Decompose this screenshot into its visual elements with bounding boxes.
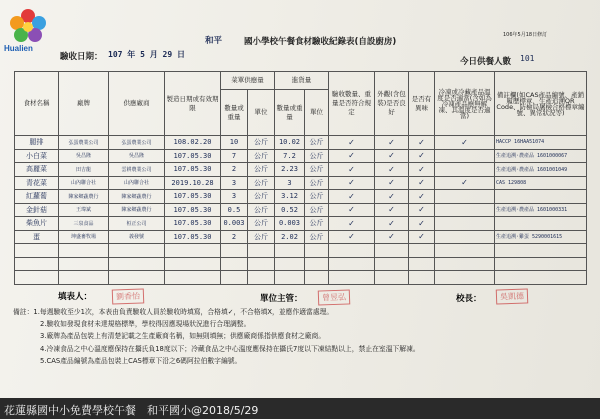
filler-label: 填表人： <box>58 292 93 302</box>
cell-pq: 3 <box>221 190 248 204</box>
empty-cell <box>275 257 305 271</box>
empty-cell <box>248 271 275 285</box>
empty-cell <box>375 244 409 258</box>
empty-cell <box>15 257 59 271</box>
cell-supplier: 山內聯合社 <box>109 176 165 190</box>
cell-iu: 公斤 <box>305 190 329 204</box>
header-appearance: 外觀(含包裝)是否良好 <box>375 72 409 136</box>
cell-brand: 陳家鄉蔬農行 <box>59 190 109 204</box>
cell-pq: 0.5 <box>221 203 248 217</box>
note-line: 2.驗收如發現食材未達規格標準，學校得因應現場狀況進行合理調整。 <box>40 320 251 329</box>
cell-note: 生產追溯·農產品 1601001049 <box>495 163 587 177</box>
cell-note <box>495 190 587 204</box>
empty-cell <box>59 257 109 271</box>
cell-c3: ✓ <box>409 136 435 150</box>
empty-cell <box>221 257 248 271</box>
cell-supplier: 雲耕農業公司 <box>109 163 165 177</box>
cell-iu: 公斤 <box>305 203 329 217</box>
cell-supplier: 義發號 <box>109 230 165 244</box>
empty-cell <box>495 271 587 285</box>
revision-note: 106年5月18日修訂 <box>503 32 548 38</box>
header-incoming: 進貨量 <box>275 72 329 90</box>
cell-c4 <box>435 190 495 204</box>
cell-pu: 公斤 <box>248 217 275 231</box>
cell-c3: ✓ <box>409 176 435 190</box>
empty-cell <box>409 271 435 285</box>
note-line: 3.廠牌為產品包裝上有清楚記載之生產廠商名稱，如無則填無；供應廠商係指供應食材之廠商。 <box>40 332 326 341</box>
cell-pq: 7 <box>221 149 248 163</box>
cell-c2: ✓ <box>375 190 409 204</box>
cell-pu: 公斤 <box>248 203 275 217</box>
table-row <box>15 217 587 231</box>
cell-date: 107.05.30 <box>165 203 221 217</box>
empty-cell <box>15 271 59 285</box>
principal-label: 校長： <box>456 294 482 304</box>
cell-pu: 公斤 <box>248 136 275 150</box>
empty-cell <box>59 244 109 258</box>
cell-c3: ✓ <box>409 230 435 244</box>
supervisor-stamp: 曾昱弘 <box>318 289 351 305</box>
cell-c4: ✓ <box>435 176 495 190</box>
cell-c2: ✓ <box>375 136 409 150</box>
table-row <box>15 203 587 217</box>
empty-cell <box>305 257 329 271</box>
cell-c1: ✓ <box>329 190 375 204</box>
table-row <box>15 136 587 150</box>
cell-note: 生產追溯·農產品 1601000067 <box>495 149 587 163</box>
cell-iu: 公斤 <box>305 149 329 163</box>
empty-cell <box>165 257 221 271</box>
table-row <box>15 149 587 163</box>
cell-note: HACCP 16HAA51074 <box>495 136 587 150</box>
cell-brand: 吳昌隆 <box>59 149 109 163</box>
cell-pq: 3 <box>221 176 248 190</box>
cell-pu: 公斤 <box>248 163 275 177</box>
cell-name: 小白菜 <box>15 149 59 163</box>
cell-iu: 公斤 <box>305 136 329 150</box>
cell-name: 蛋 <box>15 230 59 244</box>
empty-cell <box>435 271 495 285</box>
supervisor-label: 單位主管： <box>260 294 303 304</box>
header-dates: 製造日期或有效期限 <box>165 72 221 136</box>
empty-cell <box>409 244 435 258</box>
notes-block <box>13 306 420 367</box>
table-row <box>15 190 587 204</box>
empty-cell <box>329 257 375 271</box>
empty-cell <box>305 271 329 285</box>
empty-cell <box>435 257 495 271</box>
cell-c3: ✓ <box>409 149 435 163</box>
table-row-empty <box>15 244 587 258</box>
cell-c4 <box>435 217 495 231</box>
cell-supplier: 吳昌隆 <box>109 149 165 163</box>
photo-caption: 花蓮縣國中小免費學校午餐 和平國小@2018/5/29 <box>4 404 259 417</box>
brand-text: Hualien <box>4 44 33 53</box>
cell-date: 107.05.30 <box>165 217 221 231</box>
cell-name: 柴魚片 <box>15 217 59 231</box>
cell-c3: ✓ <box>409 217 435 231</box>
cell-brand: 田吉龍 <box>59 163 109 177</box>
cell-iu: 公斤 <box>305 217 329 231</box>
cell-name: 腿排 <box>15 136 59 150</box>
header-incoming-unit: 單位 <box>305 90 329 136</box>
cell-c2: ✓ <box>375 217 409 231</box>
cell-c4 <box>435 149 495 163</box>
cell-pu: 公斤 <box>248 149 275 163</box>
header-temp: 冷凍或冷藏產品溫度是否適當(含如為冷凍產品應無解凍、其溫度是否適當) <box>435 72 495 136</box>
empty-cell <box>165 271 221 285</box>
empty-cell <box>221 244 248 258</box>
cell-c1: ✓ <box>329 136 375 150</box>
date-value: 107 年 5 月 29 日 <box>108 50 185 59</box>
table-row-empty <box>15 271 587 285</box>
empty-cell <box>275 244 305 258</box>
cell-c3: ✓ <box>409 203 435 217</box>
filler-stamp: 劉香怡 <box>112 288 145 304</box>
servings-label: 今日供餐人數 <box>460 57 512 67</box>
header-brand: 廠牌 <box>59 72 109 136</box>
cell-brand: 三泉食品 <box>59 217 109 231</box>
cell-date: 108.02.20 <box>165 136 221 150</box>
cell-iq: 10.02 <box>275 136 305 150</box>
header-planned-qty: 數量或重量 <box>221 90 248 136</box>
cell-c1: ✓ <box>329 163 375 177</box>
header-conform: 驗收數量、重量是否符合規定 <box>329 72 375 136</box>
cell-date: 107.05.30 <box>165 190 221 204</box>
cell-iq: 0.003 <box>275 217 305 231</box>
cell-pq: 2 <box>221 230 248 244</box>
cell-c1: ✓ <box>329 203 375 217</box>
cell-c2: ✓ <box>375 149 409 163</box>
empty-cell <box>109 244 165 258</box>
cell-name: 紅蘿蔔 <box>15 190 59 204</box>
empty-cell <box>375 257 409 271</box>
header-incoming-qty: 數量或重量 <box>275 90 305 136</box>
principal-stamp: 吳凱德 <box>496 288 529 304</box>
cell-iu: 公斤 <box>305 163 329 177</box>
cell-c4 <box>435 163 495 177</box>
table-row <box>15 163 587 177</box>
empty-cell <box>329 271 375 285</box>
cell-c4: ✓ <box>435 136 495 150</box>
table-row-empty <box>15 257 587 271</box>
cell-pu: 公斤 <box>248 230 275 244</box>
cell-c3: ✓ <box>409 163 435 177</box>
date-label: 驗收日期： <box>60 52 103 62</box>
header-supplier: 供應廠商 <box>109 72 165 136</box>
empty-cell <box>248 244 275 258</box>
cell-brand: 王瑋斌 <box>59 203 109 217</box>
cell-pq: 2 <box>221 163 248 177</box>
cell-iq: 2.02 <box>275 230 305 244</box>
empty-cell <box>165 244 221 258</box>
cell-iq: 3 <box>275 176 305 190</box>
cell-date: 107.05.30 <box>165 163 221 177</box>
cell-brand: 坤盛畜牧場 <box>59 230 109 244</box>
cell-pq: 0.003 <box>221 217 248 231</box>
empty-cell <box>409 257 435 271</box>
note-line: 備註：1.每週驗收至少1次，本表由負責驗收人員於驗收時填寫，合格填✓，不合格填X，並應作適當處理。 <box>13 308 334 316</box>
cell-pu: 公斤 <box>248 176 275 190</box>
cell-brand: 山內聯合社 <box>59 176 109 190</box>
cell-c2: ✓ <box>375 203 409 217</box>
cell-c1: ✓ <box>329 230 375 244</box>
table-row <box>15 230 587 244</box>
header-planned-unit: 單位 <box>248 90 275 136</box>
empty-cell <box>248 257 275 271</box>
cell-c1: ✓ <box>329 217 375 231</box>
inspection-table <box>14 71 587 285</box>
cell-c4 <box>435 230 495 244</box>
cell-note: CAS 129808 <box>495 176 587 190</box>
empty-cell <box>305 244 329 258</box>
cell-note <box>495 217 587 231</box>
empty-cell <box>329 244 375 258</box>
cell-iu: 公斤 <box>305 230 329 244</box>
header-name: 食材名稱 <box>15 72 59 136</box>
cell-supplier: 陳家鄉蔬農行 <box>109 203 165 217</box>
cell-pq: 10 <box>221 136 248 150</box>
cell-name: 金針菇 <box>15 203 59 217</box>
empty-cell <box>495 244 587 258</box>
cell-date: 107.05.30 <box>165 230 221 244</box>
table-row <box>15 176 587 190</box>
empty-cell <box>495 257 587 271</box>
school-name-handwritten: 和平 <box>205 36 223 46</box>
cell-brand: 弘蛋農業公司 <box>59 136 109 150</box>
cell-note: 生產追溯·農產品 1601000331 <box>495 203 587 217</box>
cell-c2: ✓ <box>375 176 409 190</box>
servings-value: 101 <box>520 54 535 63</box>
cell-pu: 公斤 <box>248 190 275 204</box>
cell-iq: 7.2 <box>275 149 305 163</box>
cell-iu: 公斤 <box>305 176 329 190</box>
cell-c1: ✓ <box>329 149 375 163</box>
note-line: 4.冷凍食品之中心溫度應保持在攝氏負18度以下；冷藏食品之中心溫度應保持在攝氏7度以下凍結點以上，禁止在室溫下解凍。 <box>40 344 420 353</box>
cell-iq: 3.12 <box>275 190 305 204</box>
cell-c1: ✓ <box>329 176 375 190</box>
cell-c4 <box>435 203 495 217</box>
empty-cell <box>375 271 409 285</box>
cell-supplier: 弘蛋農業公司 <box>109 136 165 150</box>
cell-name: 高麗菜 <box>15 163 59 177</box>
cell-c2: ✓ <box>375 163 409 177</box>
empty-cell <box>15 244 59 258</box>
header-notes: 備註欄(如CAS產品編號、產銷履歷標章、生產追溯QR Code、防檢局屠檢合格標章編號、異常狀況等) <box>495 72 587 136</box>
empty-cell <box>221 271 248 285</box>
cell-c2: ✓ <box>375 230 409 244</box>
cell-date: 107.05.30 <box>165 149 221 163</box>
cell-supplier: 桓正公司 <box>109 217 165 231</box>
table-body <box>15 136 587 285</box>
note-line: 5.CAS產品編號為產品包裝上CAS標章下沿之6碼阿拉伯數字編號。 <box>40 356 242 365</box>
empty-cell <box>59 271 109 285</box>
empty-cell <box>109 271 165 285</box>
empty-cell <box>275 271 305 285</box>
form-title: 國小學校午餐食材驗收紀錄表(自設廚房) <box>244 37 397 47</box>
cell-date: 2019.10.28 <box>165 176 221 190</box>
cell-iq: 0.52 <box>275 203 305 217</box>
header-planned: 菜單供應量 <box>221 72 275 90</box>
cell-note: 生產追溯·雞蛋 5290001615 <box>495 230 587 244</box>
cell-name: 青花菜 <box>15 176 59 190</box>
empty-cell <box>435 244 495 258</box>
cell-iq: 2.23 <box>275 163 305 177</box>
cell-c3: ✓ <box>409 190 435 204</box>
header-odor: 是否有異味 <box>409 72 435 136</box>
empty-cell <box>109 257 165 271</box>
cell-supplier: 陳家鄉蔬農行 <box>109 190 165 204</box>
